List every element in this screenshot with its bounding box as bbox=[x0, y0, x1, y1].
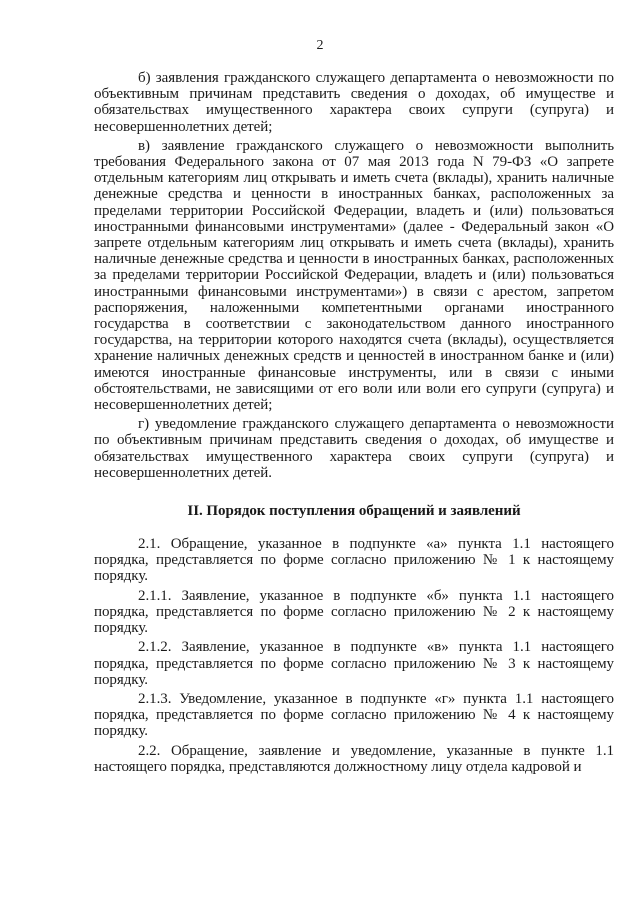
section-title: II. Порядок поступления обращений и заявлений bbox=[187, 503, 521, 520]
clause-2-1-1: 2.1.1. Заявление, указанное в подпункте «б» пункта 1.1 настоящего порядка, представляется по форме согласно приложению № 2 к настоящему порядку. bbox=[94, 587, 614, 637]
clause-2-1: 2.1. Обращение, указанное в подпункте «а» пункта 1.1 настоящего порядка, представляется по форме согласно приложению № 1 к настоящему порядку. bbox=[94, 536, 614, 585]
paragraph-v-statement: в) заявление гражданского служащего о невозможности выполнить требования Федерального закона от 07 мая 2013 года N 79-ФЗ «О запрете отдельным категориям лиц открывать и иметь счета (вклады), хранить наличные денежные средства и ценности в иностранных банках, расположенных за пределами территории Российской Федерации, владеть и (или) пользоваться иностранными финансовыми инструментами» (далее - Федеральный закон «О запрете отдельным категориям лиц открывать и иметь счета (вклады), хранить наличные денежные средства и ценности в иностранных банках, расположенных за пределами территории Российской Федерации, владеть и (или) пользоваться иностранными финансовыми инструментами») в связи с арестом, запретом распоряжения, наложенными компетентными органами иностранного государства в соответствии с законодательством данного иностранного государства, на территории которого находятся счета (вклады), осуществляется хранение наличных денежных средств и ценностей в иностранном банке и (или) имеются иностранные финансовые инструменты, или в связи с иными обстоятельствами, не зависящими от его воли или воли его супруги (супруга) и несовершеннолетних детей; bbox=[94, 137, 614, 414]
clause-2-2: 2.2. Обращение, заявление и уведомление, указанные в пункте 1.1 настоящего порядка, представляются должностному лицу отдела кадровой и bbox=[94, 742, 614, 775]
document-body bbox=[94, 70, 614, 775]
page-number: 2 bbox=[316, 38, 324, 53]
paragraph-b-statement: б) заявления гражданского служащего департамента о невозможности по объективным причинам представить сведения о доходах, об имуществе и обязательствах имущественного характера своих супруги (супруга) и несовершеннолетних детей; bbox=[94, 70, 614, 135]
clause-2-1-3: 2.1.3. Уведомление, указанное в подпункте «г» пункта 1.1 настоящего порядка, представляется по форме согласно приложению № 4 к настоящему порядку. bbox=[94, 690, 614, 740]
clause-2-1-2: 2.1.2. Заявление, указанное в подпункте «в» пункта 1.1 настоящего порядка, представляется по форме согласно приложению № 3 к настоящему порядку. bbox=[94, 639, 614, 688]
paragraph-g-notification: г) уведомление гражданского служащего департамента о невозможности по объективным причинам представить сведения о доходах, об имуществе и обязательствах имущественного характера своих супруги (супруга) и несовершеннолетних детей. bbox=[94, 416, 614, 481]
